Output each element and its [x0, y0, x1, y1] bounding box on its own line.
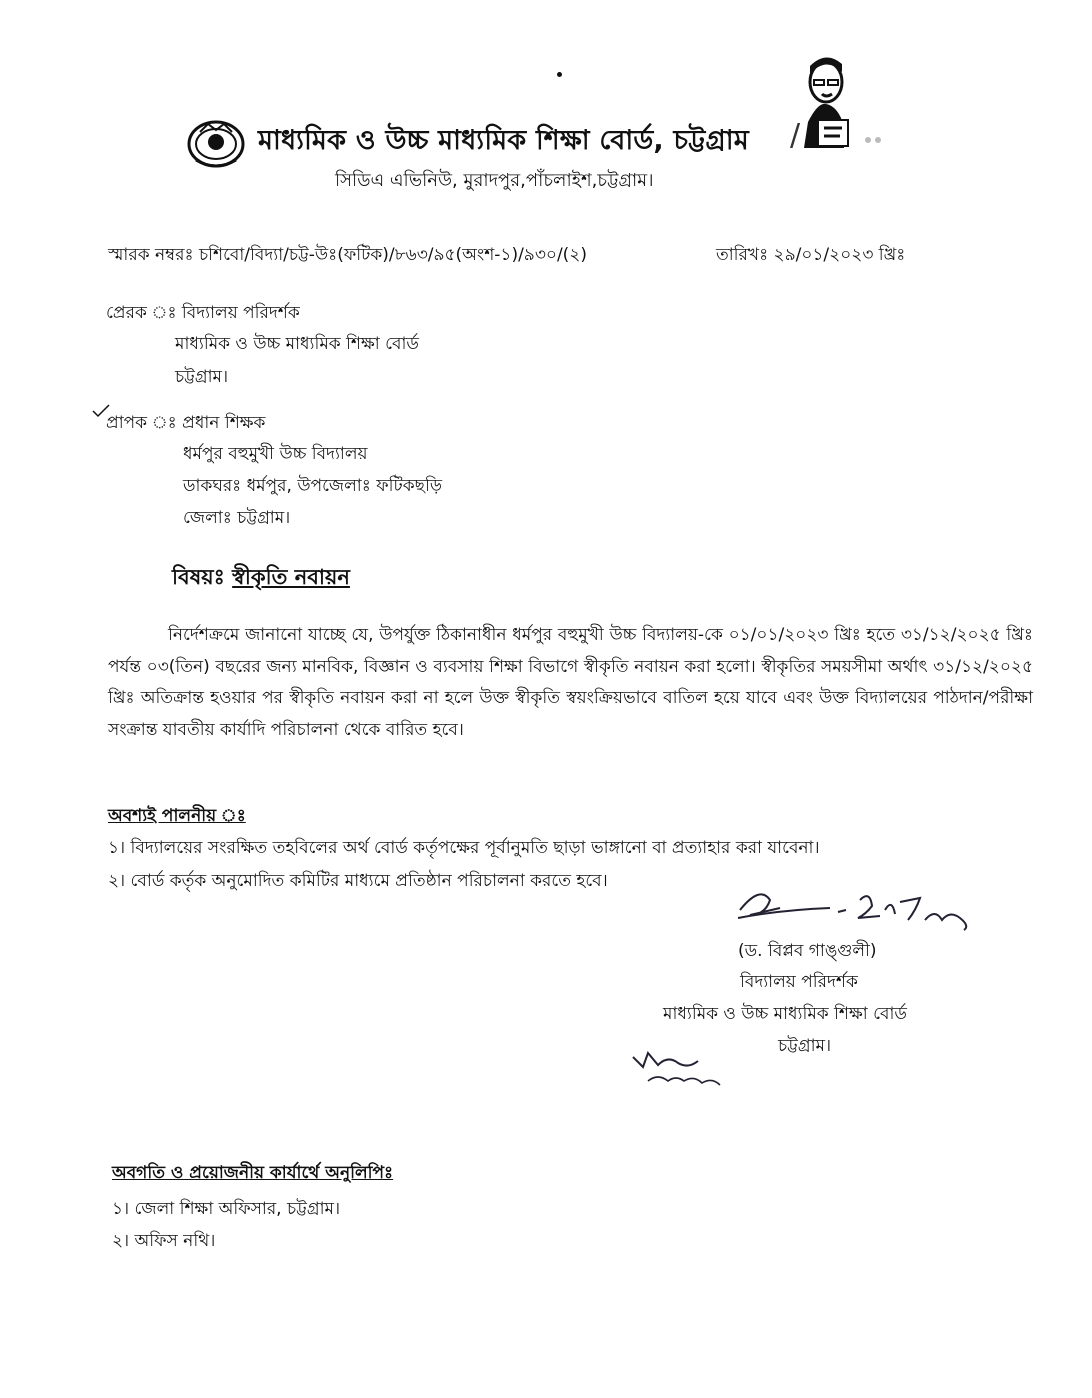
memo-number: স্মারক নম্বরঃ চশিবো/বিদ্যা/চট্ট-উঃ(ফটিক)/৮৬৩/৯৫(অংশ-১)/৯৩০/(২) — [108, 245, 587, 265]
sender-line-2: মাধ্যমিক ও উচ্চ মাধ্যমিক শিক্ষা বোর্ড — [175, 334, 419, 354]
header-divider: / — [790, 118, 801, 153]
board-seal-icon — [186, 112, 246, 172]
subject-label: বিষয়ঃ — [172, 565, 225, 589]
signatory-office: মাধ্যমিক ও উচ্চ মাধ্যমিক শিক্ষা বোর্ড — [663, 1004, 907, 1024]
body-paragraph: নির্দেশক্রমে জানানো যাচ্ছে যে, উপর্যুক্ত ঠিকানাধীন ধর্মপুর বহুমুখী উচ্চ বিদ্যালয়-কে ০১/০১/২০২৩ খ্রিঃ হতে ৩১/১২/২০২৫ খ্রিঃ পর্যন্ত ০৩(তিন) বছরের জন্য মানবিক, বিজ্ঞান ও ব্যবসায় শিক্ষা বিভাগে স্বীকৃতি নবায়ন করা হলো। স্বীকৃতির সময়সীমা অর্থাৎ ৩১/১২/২০২৫ খ্রিঃ অতিক্রান্ত হওয়ার পর স্বীকৃতি নবায়ন করা না হলে উক্ত স্বীকৃতি স্বয়ংক্রিয়ভাবে বাতিল হয়ে যাবে এবং উক্ত বিদ্যালয়ের পাঠদান/পরীক্ষা সংক্রান্ত যাবতীয় কার্যাদি পরিচালনা থেকে বারিত হবে। — [108, 625, 1033, 740]
recipient-line-1: প্রাপক ঃ প্রধান শিক্ষক — [106, 413, 266, 433]
signatory-designation: বিদ্যালয় পরিদর্শক — [740, 972, 858, 992]
condition-item: ১। বিদ্যালয়ের সংরক্ষিত তহবিলের অর্থ বোর্ড কর্তৃপক্ষের পূর্বানুমতি ছাড়া ভাঙ্গানো বা প্রত্যাহার করা যাবেনা। — [108, 838, 820, 858]
signatory-city: চট্টগ্রাম। — [778, 1036, 832, 1056]
copy-item: ২। অফিস নথি। — [112, 1231, 216, 1251]
board-name: মাধ্যমিক ও উচ্চ মাধ্যমিক শিক্ষা বোর্ড, চট্টগ্রাম — [258, 125, 749, 156]
conditions-heading: অবশ্যই পালনীয় ঃ — [108, 806, 246, 826]
sender-line-1: প্রেরক ঃ বিদ্যালয় পরিদর্শক — [106, 303, 300, 323]
memo-date: তারিখঃ ২৯/০১/২০২৩ খ্রিঃ — [716, 245, 906, 265]
recipient-line-3: ডাকঘরঃ ধর্মপুর, উপজেলাঃ ফটিকছড়ি — [183, 476, 442, 496]
recipient-line-4: জেলাঃ চট্টগ্রাম। — [183, 508, 291, 528]
subject-line — [172, 561, 350, 596]
copies-heading: অবগতি ও প্রয়োজনীয় কার্যার্থে অনুলিপিঃ — [112, 1163, 394, 1183]
sender-line-3: চট্টগ্রাম। — [175, 367, 229, 387]
initial-scribble — [628, 1045, 738, 1090]
subject-text: স্বীকৃতি নবায়ন — [232, 565, 350, 589]
stray-dot — [557, 72, 562, 77]
copy-item: ১। জেলা শিক্ষা অফিসার, চট্টগ্রাম। — [112, 1199, 341, 1219]
portrait-emblem-icon — [798, 52, 888, 152]
board-address: সিডিএ এভিনিউ, মুরাদপুর,পাঁচলাইশ,চট্টগ্রাম। — [335, 170, 654, 191]
signatory-name: (ড. বিপ্লব গাঙ্গুলী) — [738, 941, 877, 961]
condition-item: ২। বোর্ড কর্তৃক অনুমোদিত কমিটির মাধ্যমে প্রতিষ্ঠান পরিচালনা করতে হবে। — [108, 871, 608, 891]
recipient-line-2: ধর্মপুর বহুমুখী উচ্চ বিদ্যালয় — [183, 444, 368, 464]
